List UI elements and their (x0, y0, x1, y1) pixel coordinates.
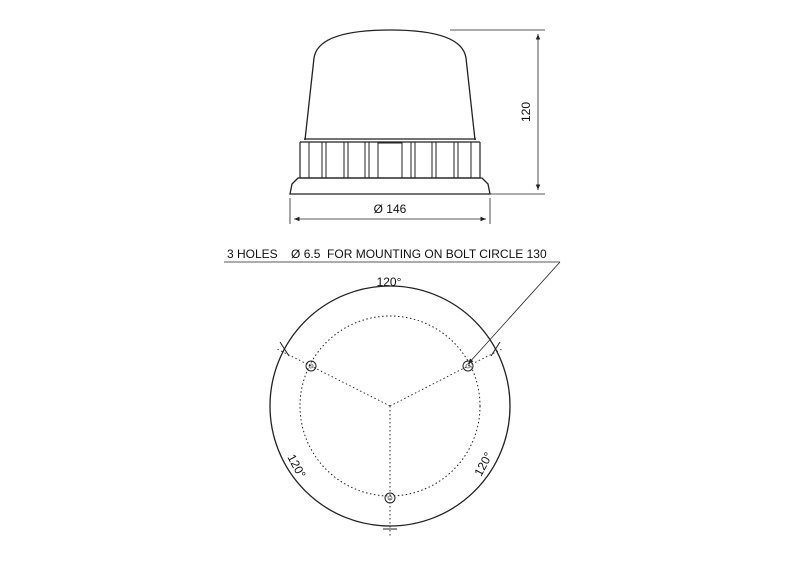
angle-label-right: 120° (471, 449, 496, 479)
mounting-note-text: 3 HOLES Ø 6.5 FOR MOUNTING ON BOLT CIRCLE 130 (227, 247, 547, 261)
radial-lines (277, 349, 502, 537)
angle-label-top: 120° (376, 275, 402, 289)
leader-line (468, 262, 560, 364)
bolt-holes (306, 361, 473, 503)
side-view (290, 30, 490, 194)
beacon-dome (305, 30, 475, 140)
mounting-note (224, 247, 560, 364)
diameter-dimension (290, 198, 490, 224)
angle-label-left: 120° (284, 451, 309, 481)
diameter-label: Ø 146 (373, 202, 407, 216)
height-dimension (450, 30, 545, 194)
center-window (378, 143, 402, 178)
base-flange (290, 178, 490, 194)
top-view (270, 275, 510, 537)
height-label: 120 (519, 101, 533, 123)
ribbed-housing (300, 142, 480, 178)
housing-ribs (309, 142, 471, 178)
